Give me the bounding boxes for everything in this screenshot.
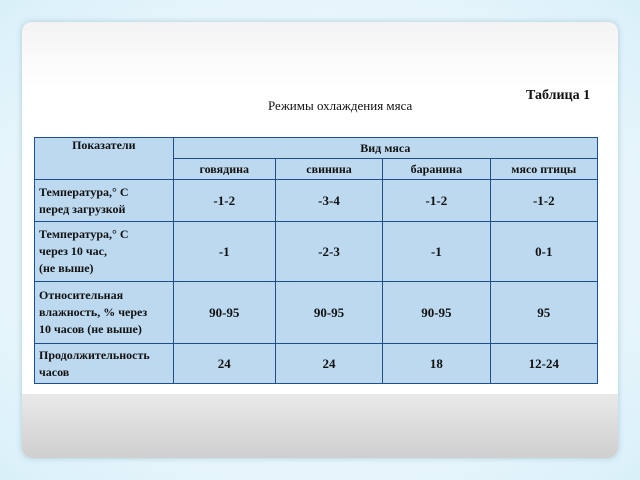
row-label bbox=[35, 344, 174, 384]
table-cell: -2-3 bbox=[275, 222, 382, 282]
table-number-label: Таблица 1 bbox=[526, 88, 591, 103]
row-label-line: Температура,° С bbox=[39, 184, 129, 199]
row-label-line: 10 часов (не выше) bbox=[39, 322, 142, 336]
table-cell: 90-95 bbox=[275, 282, 382, 344]
row-label-line: влажность, % через bbox=[39, 305, 148, 319]
row-label bbox=[35, 222, 174, 282]
table-row bbox=[35, 222, 598, 282]
table-cell: 95 bbox=[490, 282, 597, 344]
table-cell: 90-95 bbox=[173, 282, 275, 344]
meat-type-header: Вид мяса bbox=[173, 138, 597, 159]
table-row bbox=[35, 282, 598, 344]
row-label-line: Относительная bbox=[39, 288, 124, 302]
param-header: Показатели bbox=[35, 138, 174, 180]
row-label-line: (не выше) bbox=[39, 261, 94, 275]
table-cell: 24 bbox=[173, 344, 275, 384]
row-label-line: часов bbox=[39, 364, 70, 379]
table-cell: 18 bbox=[383, 344, 490, 384]
table-row bbox=[35, 180, 598, 222]
table-row bbox=[35, 344, 598, 384]
table-cell: -1-2 bbox=[173, 180, 275, 222]
table-cell: 0-1 bbox=[490, 222, 597, 282]
table-cell: -3-4 bbox=[275, 180, 382, 222]
row-label bbox=[35, 180, 174, 222]
column-header-beef: говядина bbox=[173, 159, 275, 180]
row-label bbox=[35, 282, 174, 344]
row-label-line: перед загрузкой bbox=[39, 201, 126, 216]
cooling-modes-table bbox=[34, 137, 598, 384]
column-header-lamb: баранина bbox=[383, 159, 490, 180]
table-cell: -1-2 bbox=[490, 180, 597, 222]
table-cell: -1 bbox=[173, 222, 275, 282]
column-header-poultry: мясо птицы bbox=[490, 159, 597, 180]
table-caption: Режимы охлаждения мяса bbox=[268, 98, 413, 113]
table-cell: -1-2 bbox=[383, 180, 490, 222]
row-label-line: Продолжительность bbox=[39, 347, 150, 362]
header-row-1 bbox=[35, 138, 598, 159]
table-cell: 12-24 bbox=[490, 344, 597, 384]
slide-footer-band bbox=[22, 394, 618, 458]
slide-header-band bbox=[22, 22, 618, 86]
table-cell: -1 bbox=[383, 222, 490, 282]
column-header-pork: свинина bbox=[275, 159, 382, 180]
slide bbox=[22, 22, 618, 458]
table-cell: 90-95 bbox=[383, 282, 490, 344]
row-label-line: Температура,° С bbox=[39, 227, 129, 241]
table-cell: 24 bbox=[275, 344, 382, 384]
row-label-line: через 10 час, bbox=[39, 244, 108, 258]
